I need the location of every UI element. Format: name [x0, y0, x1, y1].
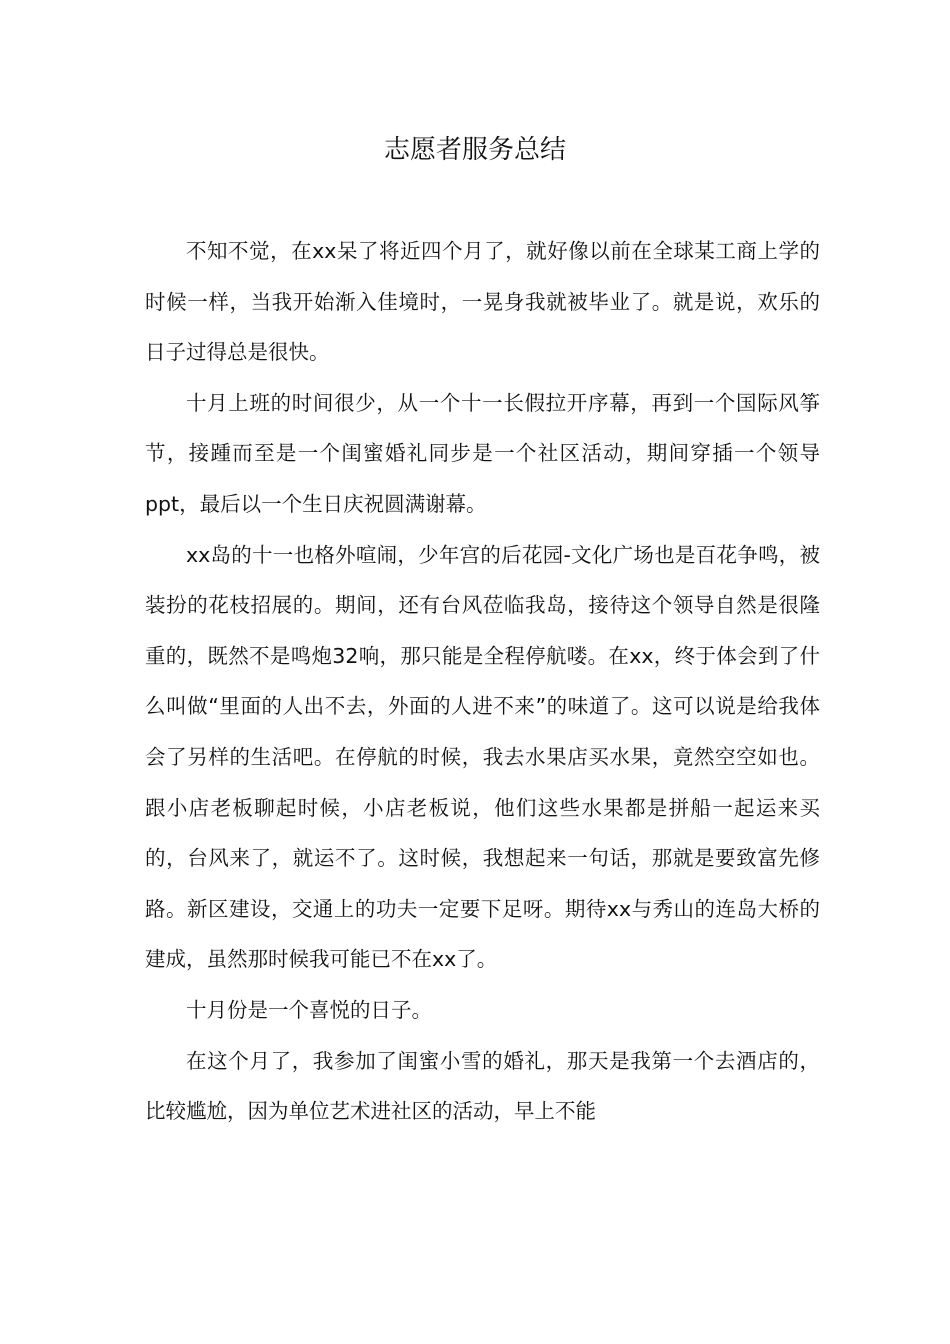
document-body [145, 226, 820, 1137]
paragraph: 十月份是一个喜悦的日子。 [186, 997, 432, 1022]
paragraph: xx岛的十一也格外喧闹，少年宫的后花园-文化广场也是百花争鸣，被装扮的花枝招展的。期间，还有台风莅临我岛，接待这个领导自然是很隆重的，既然不是鸣炮32响，那只能是全程停航喽。在xx，终于体会到了什么叫做“里面的人出不去，外面的人进不来”的味道了。这可以说是给我体会了另样的生活吧。在停航的时候，我去水果店买水果，竟然空空如也。跟小店老板聊起时候，小店老板说，他们这些水果都是拼船一起运来买的，台风来了，就运不了。这时候，我想起来一句话，那就是要致富先修路。新区建设，交通上的功夫一定要下足呀。期待xx与秀山的连岛大桥的建成，虽然那时候我可能已不在xx了。 [145, 542, 820, 972]
page-title: 志愿者服务总结 [383, 135, 566, 165]
paragraph: 不知不觉，在xx呆了将近四个月了，就好像以前在全球某工商上学的时候一样，当我开始渐入佳境时，一晃身我就被毕业了。就是说，欢乐的日子过得总是很快。 [145, 239, 820, 365]
paragraph: 十月上班的时间很少，从一个十一长假拉开序幕，再到一个国际风筝节，接踵而至是一个闺蜜婚礼同步是一个社区活动，期间穿插一个领导ppt，最后以一个生日庆祝圆满谢幕。 [145, 390, 820, 516]
paragraph: 在这个月了，我参加了闺蜜小雪的婚礼，那天是我第一个去酒店的，比较尴尬，因为单位艺术进社区的活动，早上不能 [145, 1048, 820, 1124]
